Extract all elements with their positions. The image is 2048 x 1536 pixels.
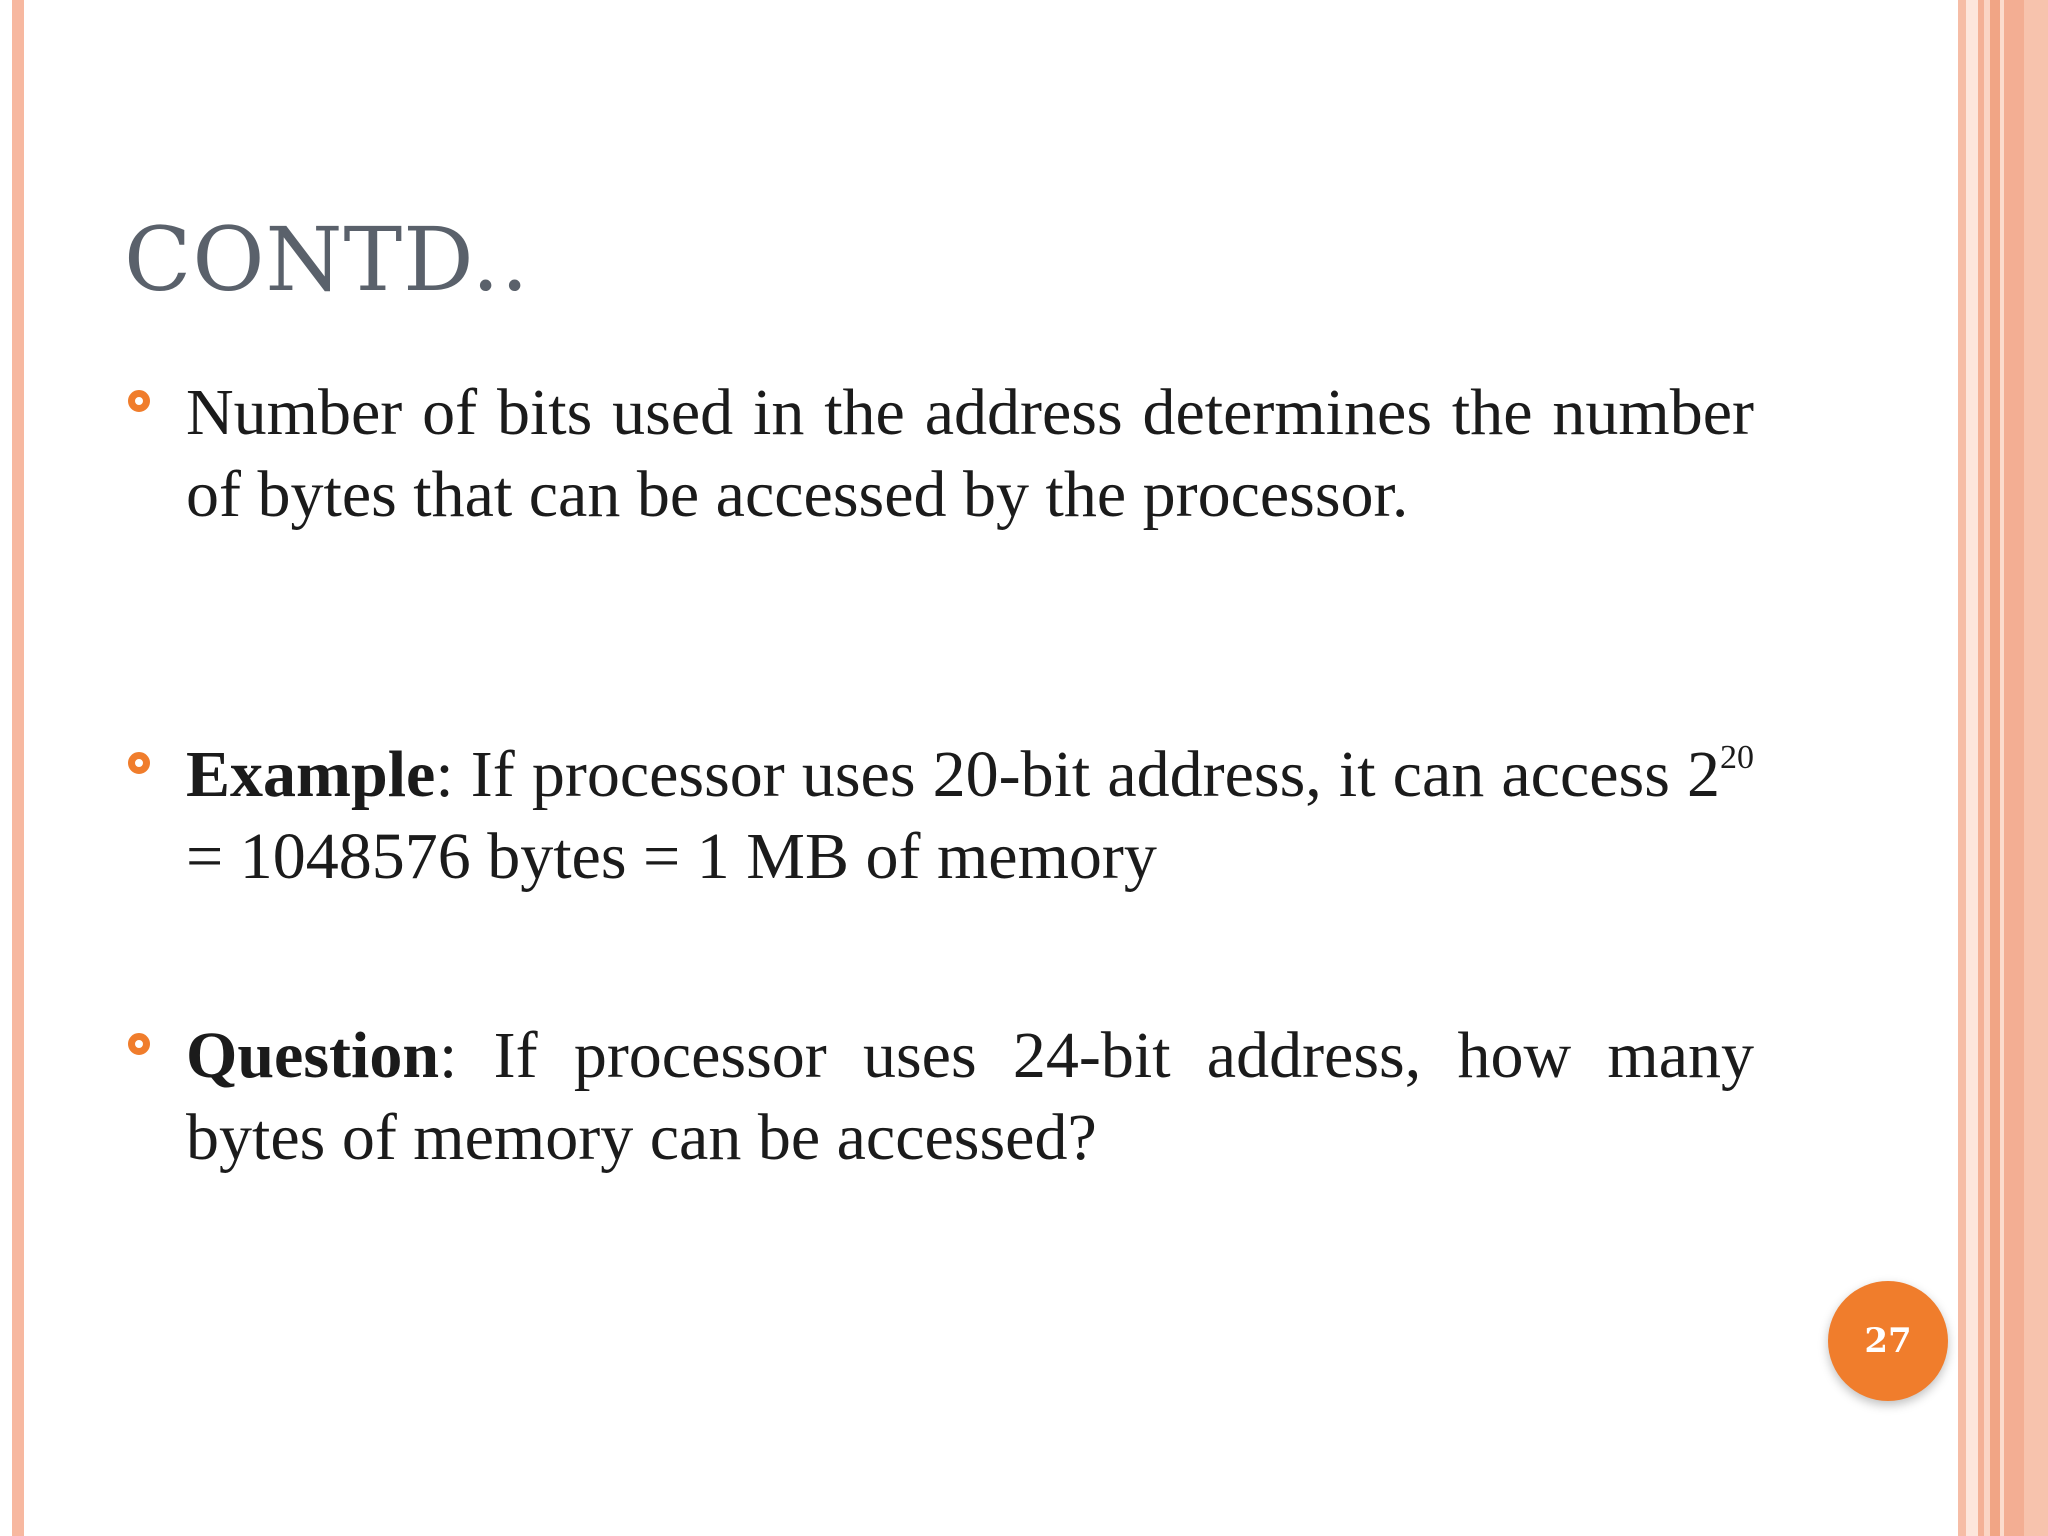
bullet-text-body: : If processor uses 24-bit address, how many bytes of memory can be accessed? bbox=[186, 1019, 1754, 1174]
bullet-text bbox=[186, 734, 1754, 898]
bullet-label: Question bbox=[186, 1019, 440, 1092]
page-number-badge: 27 bbox=[1828, 1281, 1948, 1401]
bullet-text bbox=[186, 1015, 1754, 1179]
bullet-label: Example bbox=[186, 738, 436, 811]
circle-outline-icon bbox=[128, 1033, 150, 1055]
right-stripe-decoration bbox=[1958, 0, 2048, 1536]
slide-title: CONTD.. bbox=[124, 208, 530, 311]
left-border-decoration bbox=[12, 0, 24, 1536]
circle-outline-icon bbox=[128, 390, 150, 412]
circle-outline-icon bbox=[128, 752, 150, 774]
superscript: 20 bbox=[1720, 739, 1754, 776]
bullet-text-pre: : If processor uses 20-bit address, it can access 2 bbox=[435, 738, 1720, 811]
bullet-text: Number of bits used in the address determines the number of bytes that can be accessed by the processor. bbox=[186, 376, 1754, 531]
bullet-text-post: = 1048576 bytes = 1 MB of memory bbox=[186, 820, 1157, 893]
